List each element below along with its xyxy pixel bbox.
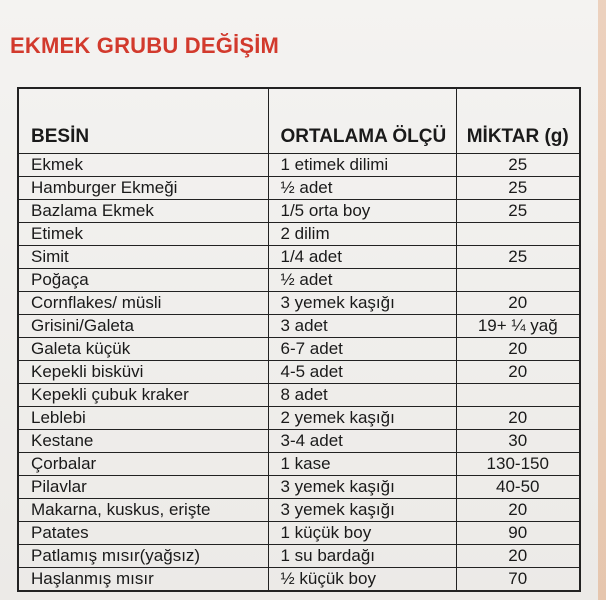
cell-amount: 40-50: [456, 476, 580, 499]
table-row: [18, 453, 580, 476]
header-measure: ORTALAMA ÖLÇÜ: [268, 88, 456, 154]
cell-measure: 3 yemek kaşığı: [268, 476, 456, 499]
cell-measure: 8 adet: [268, 384, 456, 407]
cell-food: Pilavlar: [18, 476, 268, 499]
cell-amount: 20: [456, 499, 580, 522]
cell-food: Leblebi: [18, 407, 268, 430]
table-row: [18, 292, 580, 315]
edge-strip: [598, 0, 606, 600]
cell-measure: 1 su bardağı: [268, 545, 456, 568]
cell-measure: 3 yemek kaşığı: [268, 292, 456, 315]
cell-measure: 1 küçük boy: [268, 522, 456, 545]
table-row: [18, 338, 580, 361]
header-amount: MİKTAR (g): [456, 88, 580, 154]
cell-food: Çorbalar: [18, 453, 268, 476]
cell-measure: 4-5 adet: [268, 361, 456, 384]
cell-food: Simit: [18, 246, 268, 269]
cell-food: Makarna, kuskus, erişte: [18, 499, 268, 522]
cell-food: Bazlama Ekmek: [18, 200, 268, 223]
cell-amount: 20: [456, 407, 580, 430]
cell-amount: 25: [456, 177, 580, 200]
cell-food: Hamburger Ekmeği: [18, 177, 268, 200]
table-row: [18, 269, 580, 292]
table-row: [18, 315, 580, 338]
cell-measure: ½ adet: [268, 177, 456, 200]
table-row: [18, 246, 580, 269]
cell-measure: 1 kase: [268, 453, 456, 476]
cell-food: Patlamış mısır(yağsız): [18, 545, 268, 568]
exchange-table: [17, 87, 581, 592]
table-row: [18, 384, 580, 407]
cell-food: Kestane: [18, 430, 268, 453]
cell-measure: ½ küçük boy: [268, 568, 456, 592]
cell-measure: 2 yemek kaşığı: [268, 407, 456, 430]
header-food: BESİN: [18, 88, 268, 154]
table-row: [18, 430, 580, 453]
cell-amount: 70: [456, 568, 580, 592]
cell-amount: 130-150: [456, 453, 580, 476]
table-row: [18, 568, 580, 592]
cell-amount: [456, 384, 580, 407]
cell-amount: 90: [456, 522, 580, 545]
cell-measure: 3-4 adet: [268, 430, 456, 453]
cell-food: Kepekli çubuk kraker: [18, 384, 268, 407]
cell-food: Galeta küçük: [18, 338, 268, 361]
cell-food: Poğaça: [18, 269, 268, 292]
cell-amount: 20: [456, 545, 580, 568]
cell-food: Grisini/Galeta: [18, 315, 268, 338]
cell-measure: 6-7 adet: [268, 338, 456, 361]
cell-measure: 1/5 orta boy: [268, 200, 456, 223]
cell-food: Kepekli bisküvi: [18, 361, 268, 384]
table-header-row: [18, 88, 580, 154]
cell-amount: 20: [456, 292, 580, 315]
table-row: [18, 499, 580, 522]
table-row: [18, 177, 580, 200]
cell-food: Patates: [18, 522, 268, 545]
cell-food: Ekmek: [18, 154, 268, 177]
cell-measure: 2 dilim: [268, 223, 456, 246]
table-row: [18, 223, 580, 246]
cell-amount: 25: [456, 154, 580, 177]
cell-amount: [456, 269, 580, 292]
cell-food: Haşlanmış mısır: [18, 568, 268, 592]
cell-amount: 19+ ¼ yağ: [456, 315, 580, 338]
cell-measure: 3 adet: [268, 315, 456, 338]
table-row: [18, 407, 580, 430]
cell-measure: 3 yemek kaşığı: [268, 499, 456, 522]
table-row: [18, 545, 580, 568]
cell-food: Cornflakes/ müsli: [18, 292, 268, 315]
cell-measure: ½ adet: [268, 269, 456, 292]
cell-amount: [456, 223, 580, 246]
table-row: [18, 200, 580, 223]
cell-amount: 20: [456, 361, 580, 384]
cell-amount: 25: [456, 200, 580, 223]
cell-measure: 1 etimek dilimi: [268, 154, 456, 177]
cell-food: Etimek: [18, 223, 268, 246]
cell-amount: 20: [456, 338, 580, 361]
cell-measure: 1/4 adet: [268, 246, 456, 269]
table-row: [18, 522, 580, 545]
cell-amount: 25: [456, 246, 580, 269]
table-row: [18, 154, 580, 177]
table-row: [18, 476, 580, 499]
cell-amount: 30: [456, 430, 580, 453]
table-row: [18, 361, 580, 384]
page-title: EKMEK GRUBU DEĞİŞİM: [10, 33, 280, 58]
